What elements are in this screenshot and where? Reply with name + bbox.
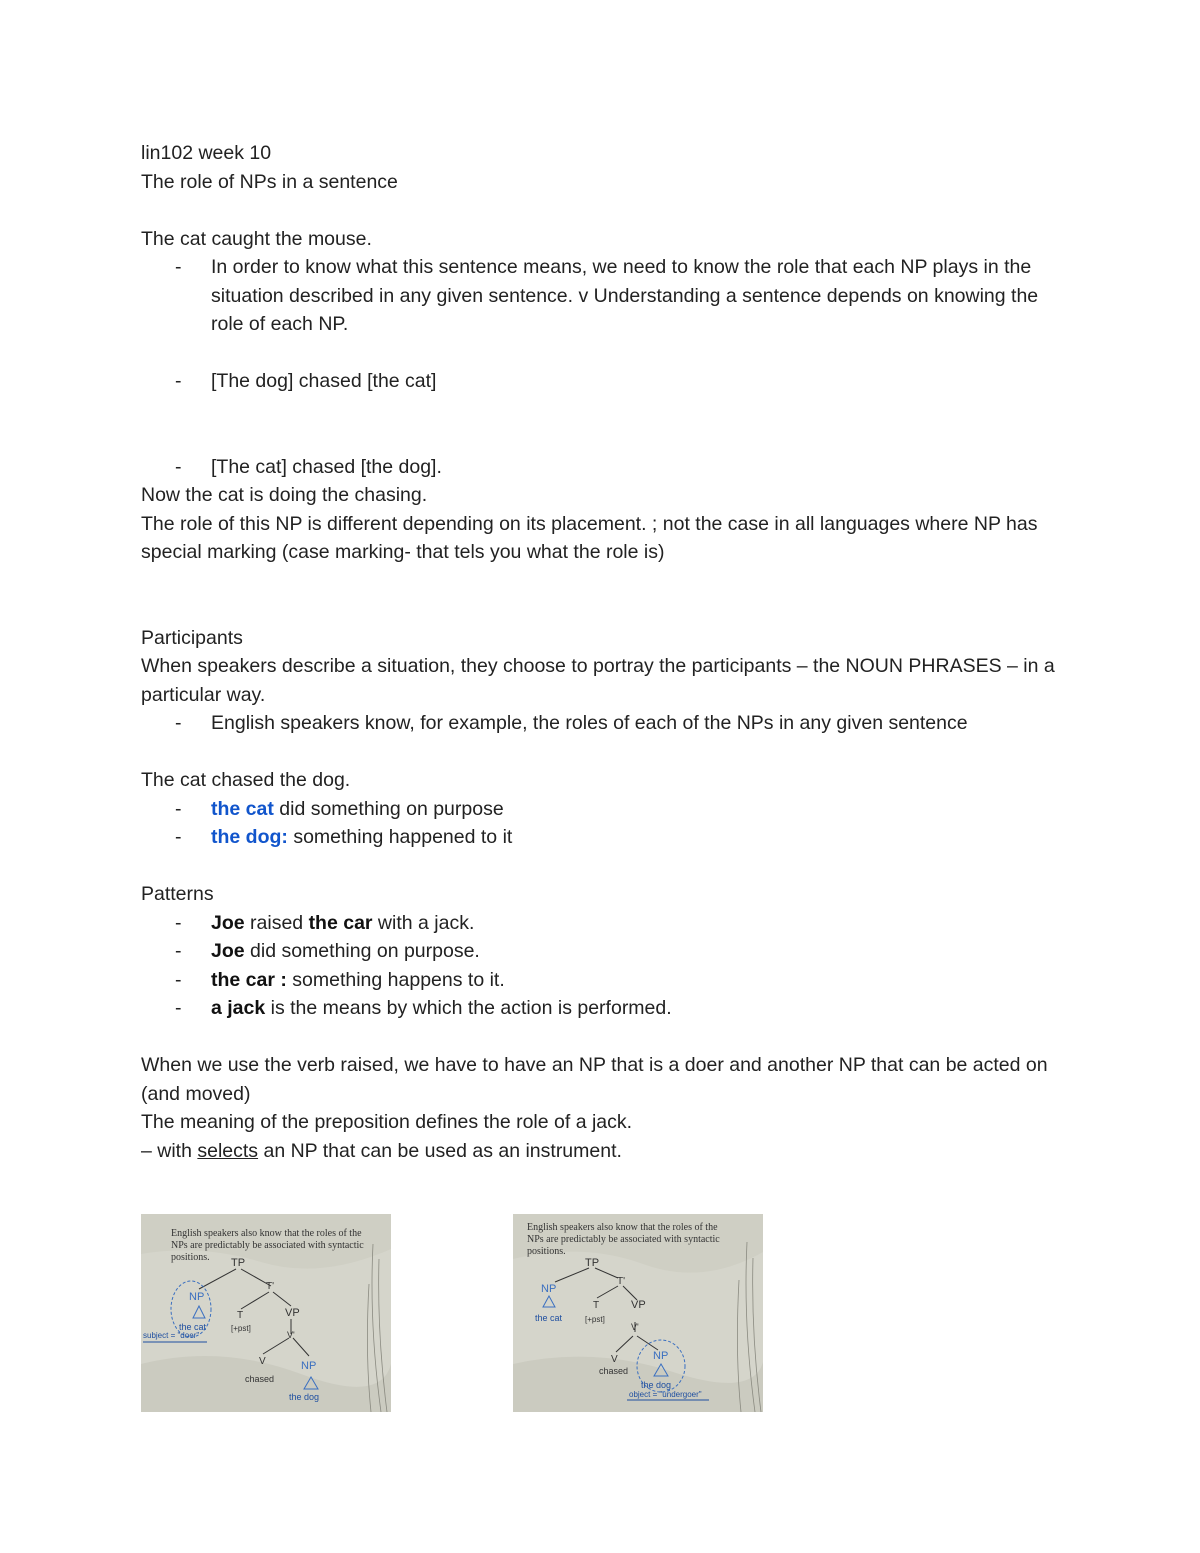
tree-node-tbar: T'	[617, 1276, 626, 1287]
tree-node-t: T	[237, 1310, 244, 1321]
tree-node-np2: NP	[653, 1350, 669, 1362]
tree-node-vbar: V'	[287, 1330, 295, 1340]
paragraph: When we use the verb raised, we have to have an NP that is a doer and another NP that can be acted on (and moved)	[141, 1054, 1048, 1105]
term-joe: Joe	[211, 940, 245, 962]
term-the-cat: the cat	[211, 797, 274, 820]
list-item	[211, 909, 1071, 938]
paragraph: When speakers describe a situation, they choose to portray the participants – the NOUN PHRASES – in a particular way.	[141, 655, 1055, 706]
term-description: did something on purpose	[273, 797, 504, 820]
example-sentence-2: The cat chased the dog.	[141, 769, 351, 791]
course-title: lin102 week 10	[141, 142, 272, 164]
bullet-list-6	[141, 909, 1071, 1023]
slide-image-subject	[141, 1214, 391, 1412]
tree-node-v: V	[611, 1354, 618, 1365]
term-the-dog: the dog:	[211, 826, 288, 848]
tree-node-tense: [+pst]	[231, 1324, 251, 1333]
list-item	[211, 795, 1071, 824]
tree-node-tp: TP	[585, 1257, 600, 1269]
text-fragment: did something on purpose.	[244, 940, 480, 962]
list-item	[211, 966, 1071, 995]
term-the-car: the car :	[211, 968, 287, 991]
role-label: subject = "doer"	[143, 1331, 200, 1340]
list-item	[211, 994, 1071, 1023]
paragraph	[141, 1137, 1071, 1166]
section-heading-participants: Participants	[141, 626, 243, 649]
text-fragment: – with	[141, 1139, 198, 1162]
text-fragment: is the means by which the action is performed.	[265, 997, 672, 1019]
paragraph: Now the cat is doing the chasing.	[141, 484, 428, 506]
list-item: - [The dog] chased [the cat]	[211, 367, 1071, 396]
slide-text: positions.	[527, 1246, 566, 1257]
tree-node-np2: NP	[301, 1360, 317, 1372]
bullet-list-2	[141, 367, 1071, 396]
tree-node-np: NP	[189, 1291, 205, 1303]
slide-text: English speakers also know that the roles of the	[171, 1228, 362, 1239]
text-fragment: an NP that can be used as an instrument.	[258, 1139, 622, 1162]
list-item: - [The cat] chased [the dog].	[211, 453, 1071, 482]
section-heading-patterns: Patterns	[141, 883, 214, 905]
list-item: - In order to know what this sentence means, we need to know the role that each NP plays in the situation described in any given sentence. v Understanding a sentence depends on knowing the role of each NP.	[211, 253, 1071, 339]
syntax-tree-diagram	[141, 1214, 391, 1412]
bullet-list-3	[141, 453, 1071, 482]
paragraph: The role of this NP is different depending on its placement. ; not the case in all languages where NP has special marking (case marking- that tels you what the role is)	[141, 512, 1038, 563]
tree-node-np: NP	[541, 1283, 557, 1295]
syntax-tree-diagram	[513, 1214, 763, 1412]
tree-node-v: V	[259, 1356, 266, 1367]
tree-node-tp: TP	[231, 1257, 246, 1269]
tree-node-t: T	[593, 1300, 600, 1311]
bullet-list-4	[141, 709, 1071, 738]
tree-node-tbar: T'	[266, 1281, 275, 1292]
slide-text: English speakers also know that the roles of the	[527, 1222, 718, 1233]
topic-title: The role of NPs in a sentence	[141, 170, 398, 193]
np1-words: the cat	[179, 1322, 207, 1332]
bullet-list-1	[141, 253, 1071, 339]
tree-node-vbar: V'	[631, 1322, 639, 1332]
slide-text: NPs are predictably be associated with syntactic	[527, 1234, 720, 1245]
text-fragment: something happens to it.	[286, 968, 505, 991]
term-a-jack: a jack	[211, 997, 266, 1019]
bullet-list-5	[141, 795, 1071, 852]
slide-image-object	[513, 1214, 763, 1412]
term-joe: Joe	[211, 911, 245, 934]
np1-words: the cat	[535, 1313, 563, 1323]
underlined-term: selects	[197, 1139, 259, 1162]
slide-text: positions.	[171, 1252, 210, 1263]
tree-node-tense: [+pst]	[585, 1315, 605, 1324]
document-body	[141, 139, 1071, 1165]
np2-words: the dog	[641, 1380, 672, 1390]
role-label: object = "undergoer"	[629, 1390, 702, 1399]
example-sentence-1: The cat caught the mouse.	[141, 227, 372, 250]
tree-node-vp: VP	[285, 1307, 300, 1319]
text-fragment: raised	[244, 911, 309, 934]
text-fragment: with a jack.	[372, 911, 475, 934]
slide-text: NPs are predictably be associated with syntactic	[171, 1240, 364, 1251]
list-item	[211, 937, 1071, 966]
slide-images	[141, 1214, 771, 1414]
tree-node-verb: chased	[245, 1374, 275, 1384]
term-the-car: the car	[308, 911, 373, 934]
tree-node-verb: chased	[599, 1366, 629, 1376]
list-item: - English speakers know, for example, the roles of each of the NPs in any given sentence	[211, 709, 1071, 738]
list-item	[211, 823, 1071, 852]
paragraph: The meaning of the preposition defines the role of a jack.	[141, 1111, 633, 1133]
np2-words: the dog	[289, 1392, 320, 1402]
tree-node-vp: VP	[631, 1299, 646, 1311]
term-description: something happened to it	[287, 826, 513, 848]
